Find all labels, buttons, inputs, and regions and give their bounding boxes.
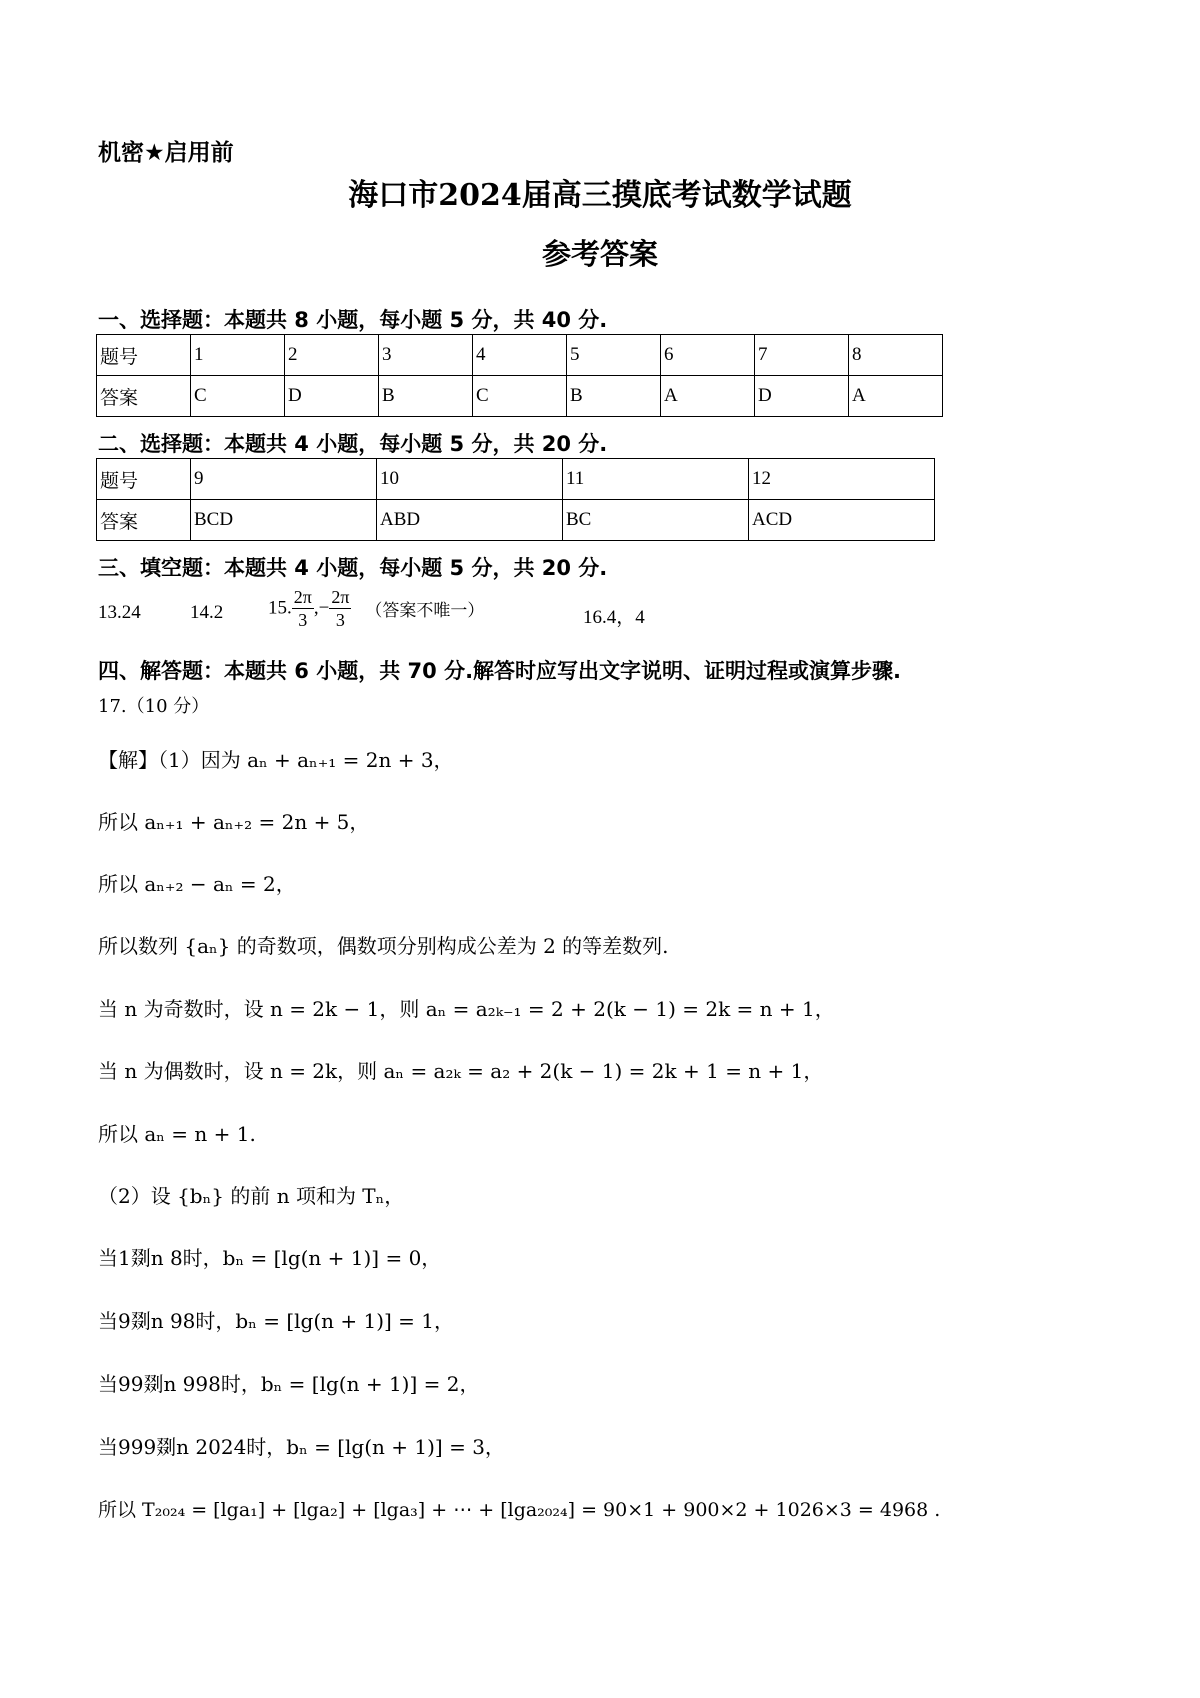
table-row bbox=[97, 459, 935, 500]
answer-15-prefix: 15. bbox=[268, 597, 292, 619]
solution-line-4: 所以数列 {aₙ} 的奇数项，偶数项分别构成公差为 2 的等差数列. bbox=[98, 934, 669, 958]
answer-14: 14.2 bbox=[190, 602, 224, 623]
table-cell: 2 bbox=[285, 335, 379, 376]
table-cell: 8 bbox=[849, 335, 943, 376]
table-cell: ACD bbox=[749, 500, 935, 541]
solution-line-13: 所以 T₂₀₂₄ = [lga₁] + [lga₂] + [lga₃] + ⋯ + [lga₂₀₂₄] = 90×1 + 900×2 + 1026×3 = 4968 . bbox=[98, 1499, 941, 1521]
table-cell: 4 bbox=[473, 335, 567, 376]
fraction-numerator: 2π bbox=[293, 587, 312, 607]
answer-15 bbox=[268, 586, 484, 631]
answer-table-1 bbox=[96, 334, 943, 417]
answer-table-2 bbox=[96, 458, 935, 541]
table-cell: A bbox=[661, 376, 755, 417]
table-cell: 6 bbox=[661, 335, 755, 376]
table-cell: BC bbox=[563, 500, 749, 541]
row-label: 题号 bbox=[97, 335, 191, 376]
table-cell: B bbox=[567, 376, 661, 417]
fraction-denominator: 3 bbox=[335, 610, 345, 630]
table-cell: C bbox=[191, 376, 285, 417]
solution-line-9: 当1剟n 8时，bₙ = [lg(n + 1)] = 0， bbox=[98, 1246, 442, 1270]
question-17-heading: 17.（10 分） bbox=[98, 696, 210, 717]
solution-line-7: 所以 aₙ = n + 1. bbox=[98, 1122, 256, 1146]
section-2-heading: 二、选择题：本题共 4 小题，每小题 5 分，共 20 分. bbox=[98, 432, 608, 456]
section-4-heading: 四、解答题：本题共 6 小题，共 70 分.解答时应写出文字说明、证明过程或演算步骤. bbox=[98, 659, 902, 683]
fraction-2pi-over-3-negative bbox=[329, 586, 351, 631]
solution-line-12: 当999剟n 2024时，bₙ = [lg(n + 1)] = 3， bbox=[98, 1435, 505, 1459]
solution-line-1: 【解】（1）因为 aₙ + aₙ₊₁ = 2n + 3， bbox=[98, 748, 454, 772]
page-title: 海口市2024届高三摸底考试数学试题 bbox=[348, 178, 852, 213]
answer-16: 16.4，4 bbox=[583, 607, 645, 628]
confidential-label: 机密★启用前 bbox=[98, 140, 234, 166]
table-cell: 9 bbox=[191, 459, 377, 500]
table-cell: D bbox=[285, 376, 379, 417]
fraction-numerator: 2π bbox=[331, 587, 350, 607]
section-3-heading: 三、填空题：本题共 4 小题，每小题 5 分，共 20 分. bbox=[98, 556, 608, 580]
table-row bbox=[97, 500, 935, 541]
answer-13: 13.24 bbox=[98, 602, 141, 623]
answer-15-separator: ,− bbox=[313, 597, 330, 619]
row-label: 答案 bbox=[97, 500, 191, 541]
table-cell: 1 bbox=[191, 335, 285, 376]
table-cell: 5 bbox=[567, 335, 661, 376]
fraction-denominator: 3 bbox=[298, 610, 308, 630]
table-row bbox=[97, 335, 943, 376]
solution-line-3: 所以 aₙ₊₂ − aₙ = 2， bbox=[98, 872, 296, 896]
row-label: 答案 bbox=[97, 376, 191, 417]
table-cell: B bbox=[379, 376, 473, 417]
solution-line-10: 当9剟n 98时，bₙ = [lg(n + 1)] = 1， bbox=[98, 1309, 455, 1333]
table-cell: BCD bbox=[191, 500, 377, 541]
answer-15-note: （答案不唯一） bbox=[365, 601, 485, 621]
table-cell: A bbox=[849, 376, 943, 417]
table-cell: 7 bbox=[755, 335, 849, 376]
table-cell: 3 bbox=[379, 335, 473, 376]
solution-line-2: 所以 aₙ₊₁ + aₙ₊₂ = 2n + 5， bbox=[98, 810, 370, 834]
table-cell: D bbox=[755, 376, 849, 417]
page-subtitle: 参考答案 bbox=[541, 237, 658, 271]
solution-line-5: 当 n 为奇数时，设 n = 2k − 1，则 aₙ = a₂ₖ₋₁ = 2 + 2(k − 1) = 2k = n + 1， bbox=[98, 997, 835, 1021]
table-cell: ABD bbox=[377, 500, 563, 541]
fraction-2pi-over-3 bbox=[292, 586, 314, 631]
solution-line-11: 当99剟n 998时，bₙ = [lg(n + 1)] = 2， bbox=[98, 1372, 480, 1396]
solution-line-8: （2）设 {bₙ} 的前 n 项和为 Tₙ， bbox=[98, 1184, 405, 1208]
row-label: 题号 bbox=[97, 459, 191, 500]
table-cell: 12 bbox=[749, 459, 935, 500]
section-1-heading: 一、选择题：本题共 8 小题，每小题 5 分，共 40 分. bbox=[98, 308, 608, 332]
table-cell: 11 bbox=[563, 459, 749, 500]
table-cell: 10 bbox=[377, 459, 563, 500]
table-row bbox=[97, 376, 943, 417]
solution-line-6: 当 n 为偶数时，设 n = 2k，则 aₙ = a₂ₖ = a₂ + 2(k − 1) = 2k + 1 = n + 1， bbox=[98, 1059, 824, 1083]
table-cell: C bbox=[473, 376, 567, 417]
